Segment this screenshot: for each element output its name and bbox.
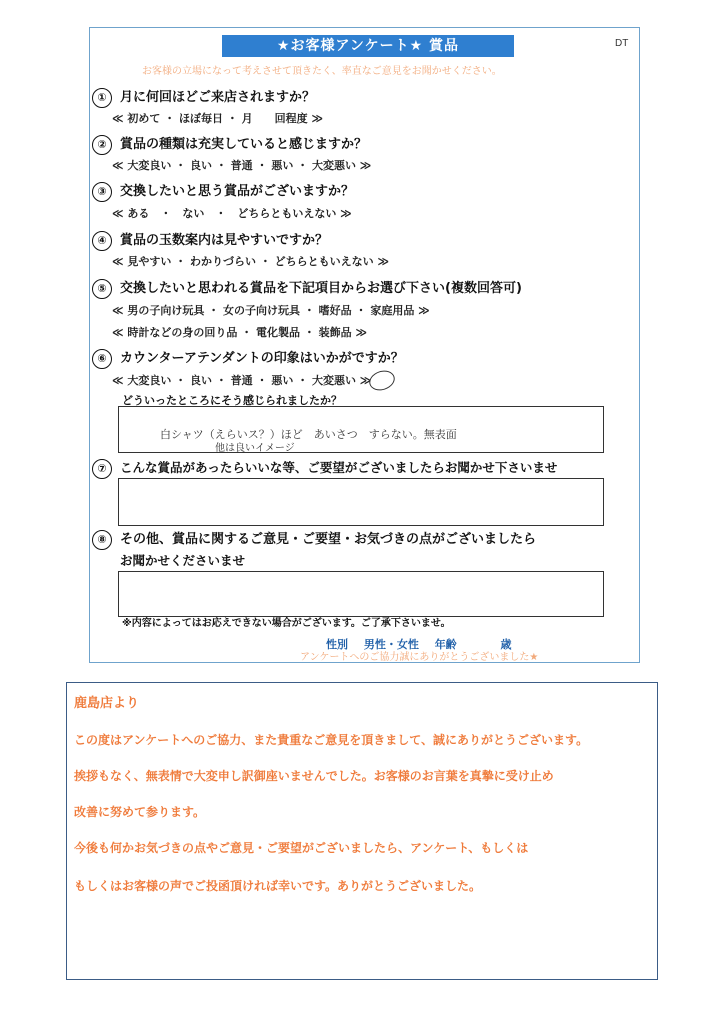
handwritten-answer-line-2: 他は良いイメージ <box>215 443 295 454</box>
store-reply-frame <box>66 682 658 980</box>
question-number: ⑦ <box>92 459 112 479</box>
question-number: ⑤ <box>92 279 112 299</box>
question-text: 賞品の玉数案内は見やすいですか？ <box>120 233 329 248</box>
question-number: ⑧ <box>92 530 112 550</box>
question-text: こんな賞品があったらいいな等、ご要望がございましたらお聞かせ下さいませ <box>120 460 558 475</box>
question-1 <box>92 86 315 108</box>
question-7 <box>92 458 557 479</box>
question-number: ② <box>92 135 112 155</box>
question-4 <box>92 229 328 251</box>
question-6 <box>92 347 404 369</box>
reply-line: 今後も何かお気づきの点やご意見・ご要望がございましたら、アンケート、もしくは <box>74 841 529 855</box>
question-4-options: ≪ 見やすい ・ わかりづらい ・ どちらともいえない ≫ <box>112 255 390 268</box>
question-8-answer-box[interactable] <box>118 571 604 617</box>
question-5-options-2: ≪ 時計などの身の回り品 ・ 電化製品 ・ 装飾品 ≫ <box>112 326 368 339</box>
question-8-line-2: お聞かせくださいませ <box>120 553 246 568</box>
reply-line: 改善に努めて参ります。 <box>74 805 206 819</box>
question-text: 月に何回ほどご来店されますか？ <box>120 90 316 105</box>
reply-line: この度はアンケートへのご協力、また貴重なご意見を頂きまして、誠にありがとうございます。 <box>74 733 589 747</box>
survey-title: ★お客様アンケート★ 賞品 <box>222 35 514 57</box>
question-text: 交換したいと思われる賞品を下記項目からお選び下さい(複数回答可) <box>120 281 522 296</box>
handwritten-answer-line-1: 白シャツ（えらいス？）ほど あいさつ すらない。無表面 <box>160 428 457 441</box>
survey-intro: お客様の立場になって考えさせて頂きたく、率直なご意見をお聞かせください。 <box>142 66 502 77</box>
question-number: ③ <box>92 182 112 202</box>
question-text: カウンターアテンダントの印象はいかがですか？ <box>120 351 404 366</box>
question-1-options: ≪ 初めて ・ ほぼ毎日 ・ 月 回程度 ≫ <box>112 112 324 125</box>
reply-line: 挨拶もなく、無表情で大変申し訳御座いませんでした。お客様のお言葉を真摯に受け止め <box>74 769 554 783</box>
question-3-options: ≪ ある ・ ない ・ どちらともいえない ≫ <box>112 207 352 220</box>
question-number: ④ <box>92 231 112 251</box>
question-2-options: ≪ 大変良い ・ 良い ・ 普通 ・ 悪い ・ 大変悪い ≫ <box>112 159 372 172</box>
question-text: 交換したいと思う賞品がございますか？ <box>120 184 355 199</box>
reply-line: もしくはお客様の声でご投函頂ければ幸いです。ありがとうございました。 <box>74 879 482 893</box>
question-number: ⑥ <box>92 349 112 369</box>
question-text: 賞品の種類は充実していると感じますか？ <box>120 137 368 152</box>
question-8 <box>92 528 536 550</box>
question-5 <box>92 277 522 299</box>
document-code: DT <box>615 38 629 49</box>
question-6-options: ≪ 大変良い ・ 良い ・ 普通 ・ 悪い ・ 大変悪い ≫ <box>112 374 372 387</box>
disclaimer-note: ※内容によってはお応えできない場合がございます。ご了承下さいませ。 <box>122 618 451 629</box>
survey-thanks: アンケートへのご協力誠にありがとうございました★ <box>300 652 539 663</box>
question-number: ① <box>92 88 112 108</box>
gender-label: 性別 <box>326 638 348 651</box>
question-3 <box>92 180 354 202</box>
question-text: その他、賞品に関するご意見・ご要望・お気づきの点がございましたら <box>120 532 537 547</box>
store-reply-heading: 鹿島店より <box>74 696 140 711</box>
age-unit: 歳 <box>500 638 512 651</box>
question-6-followup: どういったところにそう感じられましたか？ <box>122 394 342 407</box>
question-7-answer-box[interactable] <box>118 478 604 526</box>
age-label: 年齢 <box>434 638 457 651</box>
question-5-options: ≪ 男の子向け玩具 ・ 女の子向け玩具 ・ 嗜好品 ・ 家庭用品 ≫ <box>112 304 430 317</box>
gender-options: 男性・女性 <box>363 638 419 651</box>
question-2 <box>92 133 367 155</box>
